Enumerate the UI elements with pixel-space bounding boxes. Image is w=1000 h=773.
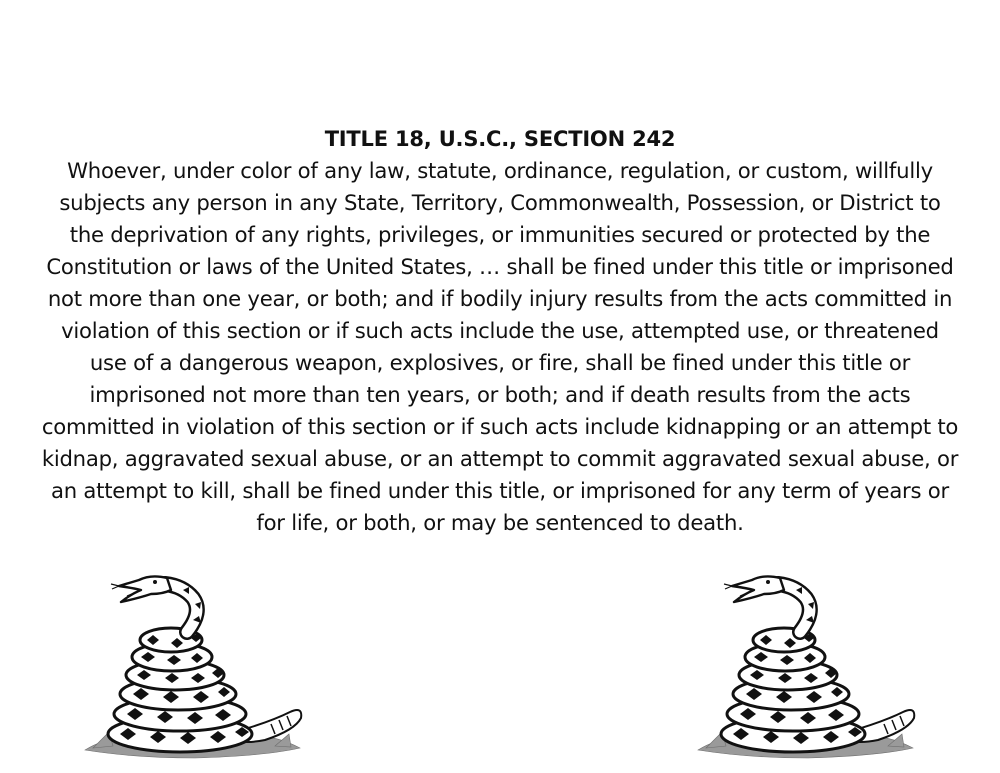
statute-text-block bbox=[40, 123, 960, 539]
coiled-rattlesnake-icon bbox=[75, 572, 315, 767]
statute-title: TITLE 18, U.S.C., SECTION 242 bbox=[324, 127, 676, 151]
coiled-rattlesnake-icon bbox=[688, 572, 928, 767]
statute-body: Whoever, under color of any law, statute, ordinance, regulation, or custom, willfully subjects any person in any State, Territory, Commonwealth, Possession, or District to the deprivation of any rights, privileges, or immunities secured or protected by the Constitution or laws of the United States, … shall be fined under this title or imprisoned not more than one year, or both; and if bodily injury results from the acts committed in violation of this section or if such acts include the use, attempted use, or threatened use of a dangerous weapon, explosives, or fire, shall be fined under this title or imprisoned not more than ten years, or both; and if death results from the acts committed in violation of this section or if such acts include kidnapping or an attempt to kidnap, aggravated sexual abuse, or an attempt to commit aggravated sexual abuse, or an attempt to kill, shall be fined under this title, or imprisoned for any term of years or for life, or both, or may be sentenced to death. bbox=[41, 158, 959, 535]
